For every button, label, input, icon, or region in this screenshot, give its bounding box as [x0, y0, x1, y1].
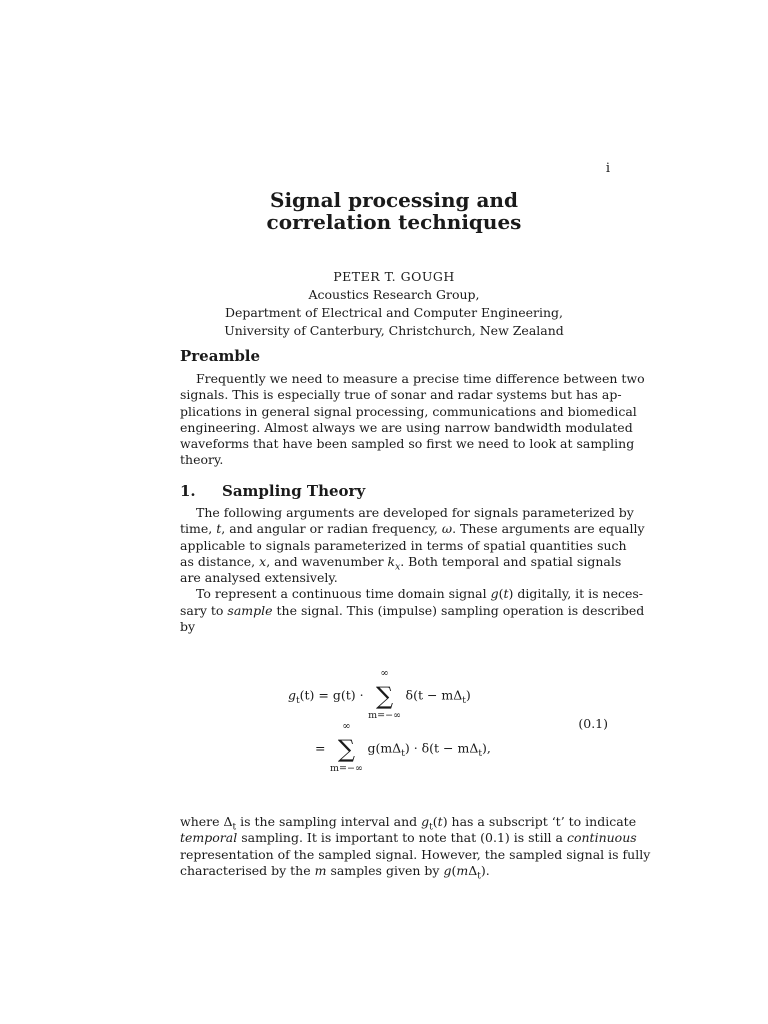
paragraph-line: characterised by the m samples given by $g(m\Delta_t)$.	[180, 862, 490, 882]
paragraph-line: To represent a continuous time domain signal g(t) digitally, it is neces-	[196, 586, 644, 602]
section-title: Sampling Theory	[222, 482, 366, 500]
author-affiliation-1: Acoustics Research Group,	[308, 287, 480, 302]
equation-line-2: = ∞ ∑ m=−∞ $g(m\Delta_t) \cdot \delta(t - m\Delta_t)$,	[315, 721, 491, 774]
preamble-line: engineering. Almost always we are using narrow bandwidth modulated	[180, 419, 633, 435]
paragraph-line: The following arguments are developed for signals parameterized by	[196, 505, 634, 520]
preamble-line: theory.	[180, 452, 224, 468]
paragraph-line: are analysed extensively.	[180, 570, 338, 585]
preamble-heading: Preamble	[180, 347, 261, 365]
post-equation-paragraph	[180, 814, 651, 882]
paper-title-line-2: correlation techniques	[266, 210, 522, 234]
author-affiliation-2: Department of Electrical and Computer Engineering,	[224, 305, 564, 320]
paragraph-line: applicable to signals parameterized in terms of spatial quantities such	[180, 537, 627, 553]
paragraph-line: temporal sampling. It is important to note that (0.1) is still a continuous	[180, 830, 637, 846]
paragraph-line: as distance, x, and wavenumber $k_x$. Both temporal and spatial signals	[180, 553, 622, 573]
preamble-line: waveforms that have been sampled so first we need to look at sampling	[180, 436, 635, 451]
summation-symbol: ∞ ∑ m=−∞	[368, 668, 401, 721]
section-number: 1.	[180, 482, 196, 500]
preamble-line: Frequently we need to measure a precise time difference between two	[196, 371, 645, 386]
paper-title-line-1: Signal processing and	[270, 188, 518, 212]
section-heading	[180, 482, 365, 500]
paragraph-line: sary to sample the signal. This (impulse) sampling operation is described	[180, 602, 645, 618]
summation-symbol: ∞ ∑ m=−∞	[330, 721, 363, 774]
author-block	[180, 268, 608, 340]
preamble-paragraph	[180, 371, 645, 469]
equation-0-1	[180, 668, 608, 775]
preamble-line: plications in general signal processing, communications and biomedical	[180, 403, 637, 419]
paragraph-line: where $\Delta_t$ is the sampling interval and $g_t(t)$ has a subscript ‘t’ to indicate	[180, 814, 637, 833]
section-body	[180, 505, 645, 635]
paragraph-line: time, t, and angular or radian frequency, ω. These arguments are equally	[180, 521, 645, 537]
paper-title	[180, 189, 608, 233]
page-number: i	[605, 161, 610, 176]
equation-line-1: $g_t(t) = g(t)$ · ∞ ∑ m=−∞ $\delta(t - m\Delta_t)$	[288, 668, 471, 721]
paragraph-line: representation of the sampled signal. However, the sampled signal is fully	[180, 846, 651, 862]
author-name: PETER T. GOUGH	[333, 269, 455, 284]
equation-number: (0.1)	[578, 716, 608, 731]
author-affiliation-3: University of Canterbury, Christchurch, New Zealand	[224, 323, 564, 338]
preamble-line: signals. This is especially true of sonar and radar systems but has ap-	[180, 387, 622, 403]
paragraph-line: by	[180, 618, 196, 634]
